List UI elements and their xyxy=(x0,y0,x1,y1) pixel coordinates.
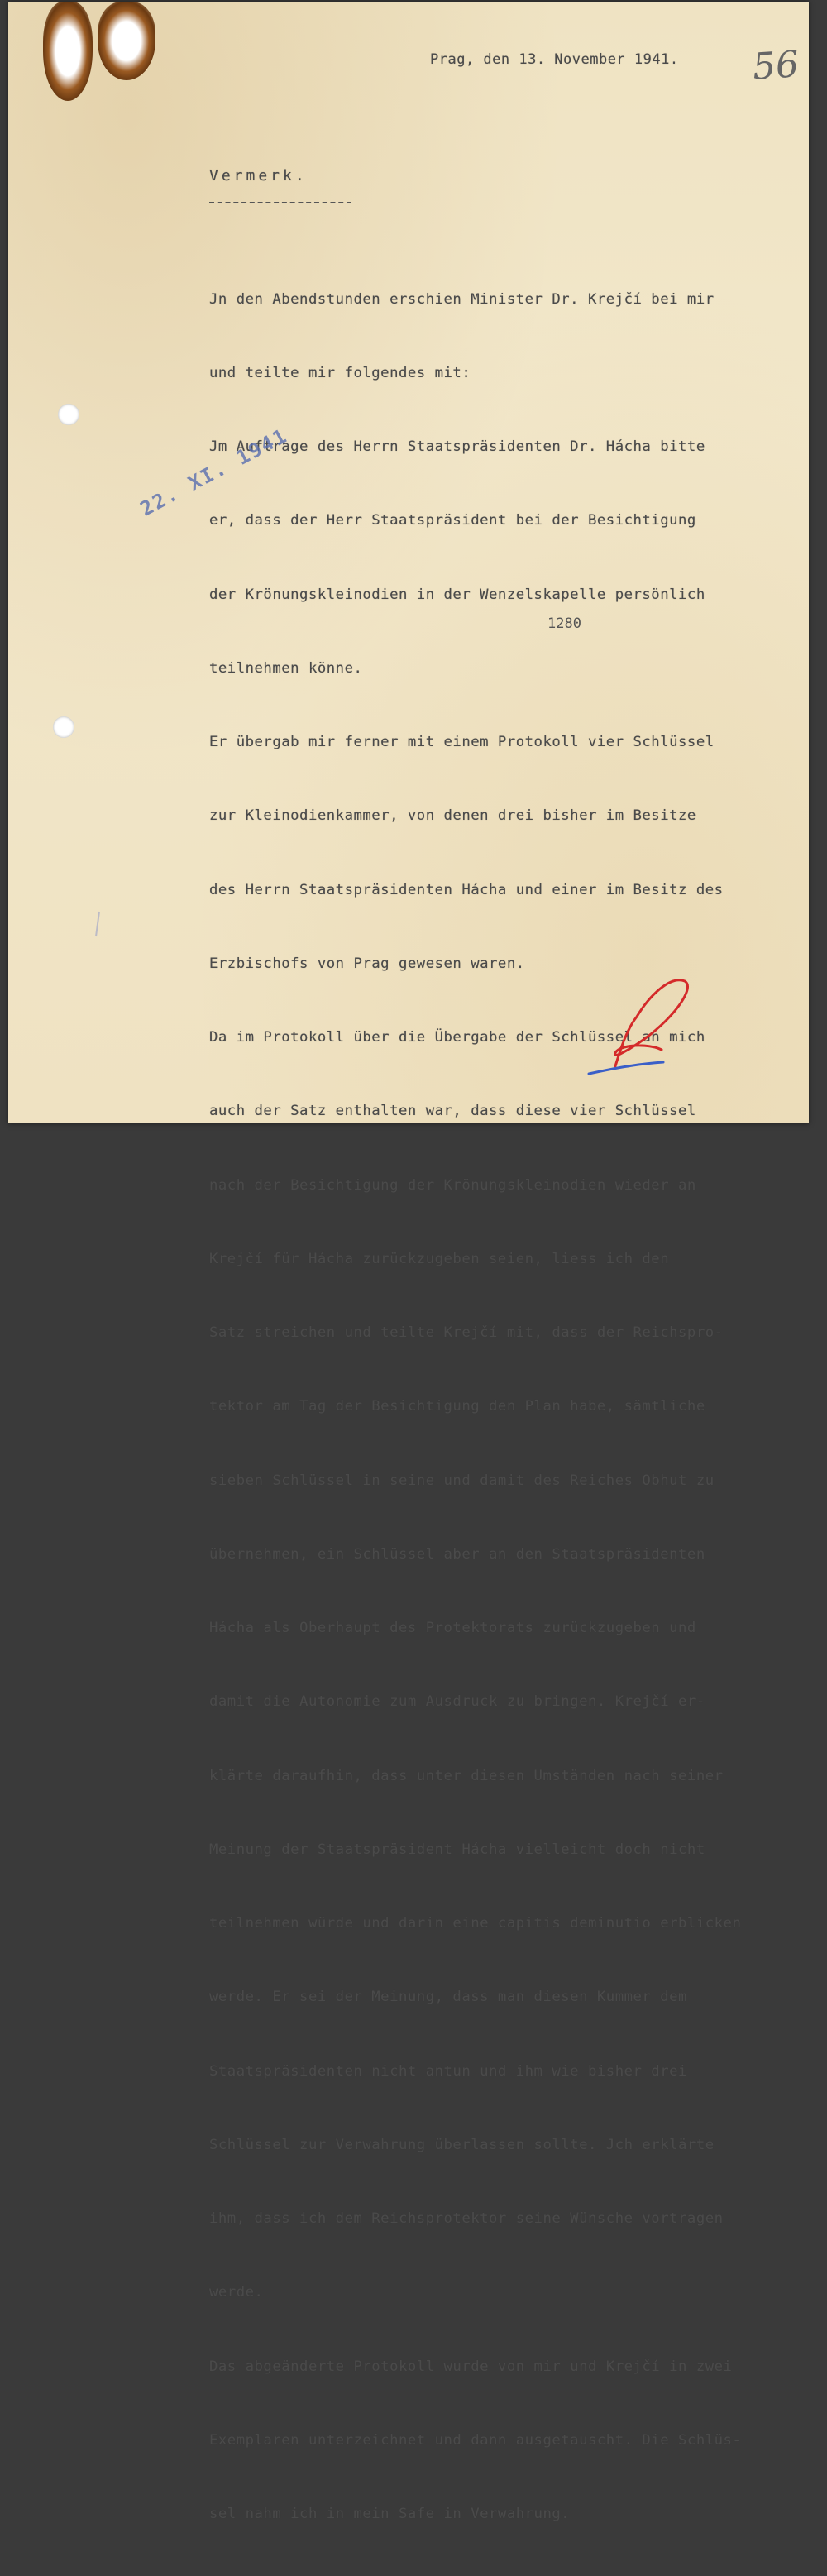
text-line: sel nahm ich in mein Safe in Verwahrung. xyxy=(209,2506,571,2522)
text-line: Jm Auftrage des Herrn Staatspräsidenten Dr. Hácha bitte xyxy=(209,438,705,455)
document-heading: Vermerk. xyxy=(209,167,308,184)
text-line: Exemplaren unterzeichnet und dann ausgetauscht. Die Schlüs- xyxy=(209,2431,742,2449)
date-stamp: 22. XI. 1941 xyxy=(136,424,292,521)
signature-mark xyxy=(587,971,695,1079)
text-line: er, dass der Herr Staatspräsident bei der Besichtigung xyxy=(209,512,696,529)
text-line: Hácha als Oberhaupt des Protektorats zurückzugeben und xyxy=(209,1620,696,1636)
text-line: zur Kleinodienkammer, von denen drei bisher im Besitze xyxy=(209,807,696,825)
text-line: Schlüssel zur Verwahrung überlassen sollte. Jch erklärte xyxy=(209,2136,715,2153)
text-line: des Herrn Staatspräsidenten Hácha und einer im Besitz des xyxy=(209,881,724,898)
text-line: teilnehmen würde und darin eine capitis deminutio erblicken xyxy=(209,1915,742,1932)
body-text xyxy=(209,238,741,2576)
text-line: der Krönungskleinodien in der Wenzelskapelle persönlich xyxy=(209,586,705,603)
text-line: teilnehmen könne. xyxy=(209,659,363,677)
text-line: übernehmen, ein Schlüssel aber an den Staatspräsidenten xyxy=(209,1545,705,1563)
text-line: Satz streichen und teilte Krejčí mit, dass der Reichspro- xyxy=(209,1324,724,1341)
text-line: Krejčí für Hácha zurückzugeben seien, liess ich den xyxy=(209,1250,670,1267)
burn-mark xyxy=(98,2,155,80)
dateline: Prag, den 13. November 1941. xyxy=(430,51,679,68)
document-page xyxy=(8,2,809,2522)
text-line: auch der Satz enthalten war, dass diese vier Schlüssel xyxy=(209,1103,696,1120)
file-number: 1280 xyxy=(547,615,581,632)
text-line: klärte daraufhin, dass unter diesen Umständen nach seiner xyxy=(209,1767,724,1784)
text-line: sieben Schlüssel in seine und damit des Reiches Obhut zu xyxy=(209,1472,715,1489)
text-line: Erzbischofs von Prag gewesen waren. xyxy=(209,955,525,972)
text-line: tektor am Tag der Besichtigung den Plan habe, sämtliche xyxy=(209,1398,705,1415)
text-line: Er übergab mir ferner mit einem Protokoll vier Schlüssel xyxy=(209,734,715,750)
text-line: damit die Autonomie zum Ausdruck zu bringen. Krejčí er- xyxy=(209,1693,705,1711)
pencil-mark xyxy=(91,907,141,941)
text-line: Da im Protokoll über die Übergabe der Schlüssel an mich xyxy=(209,1029,705,1046)
text-line: Jn den Abendstunden erschien Minister Dr. Krejčí bei mir xyxy=(209,290,715,308)
heading-underline xyxy=(209,202,351,203)
text-line: nach der Besichtigung der Krönungskleinodien wieder an xyxy=(209,1176,696,1194)
text-line: Staatspräsidenten nicht antun und ihm wie bisher drei xyxy=(209,2062,687,2080)
text-line: werde. xyxy=(209,2284,264,2301)
punch-hole xyxy=(58,404,79,425)
burn-mark xyxy=(43,2,93,101)
text-line: Das abgeänderte Protokoll wurde von mir und Krejčí in zwei xyxy=(209,2358,733,2375)
text-line: ihm, dass ich dem Reichsprotektor seine Wünsche vortragen xyxy=(209,2210,724,2227)
text-line: Meinung der Staatspräsident Hácha vielleicht doch nicht xyxy=(209,1841,705,1858)
page-number: 56 xyxy=(751,43,801,89)
text-line: und teilte mir folgendes mit: xyxy=(209,364,471,381)
text-line: werde. Er sei der Meinung, dass man diesen Kummer dem xyxy=(209,1989,687,2006)
punch-hole xyxy=(53,716,74,738)
